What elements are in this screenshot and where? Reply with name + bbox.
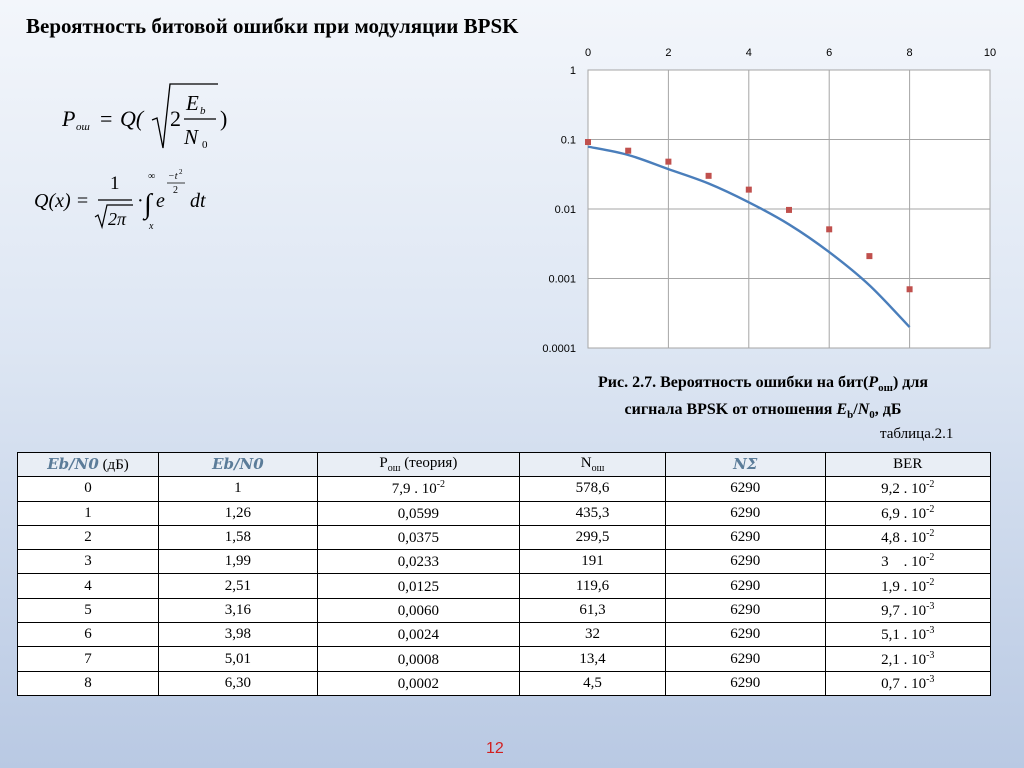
cell-ratio-ratio: 6,30	[224, 674, 251, 691]
cell-n-total-n-total: 6290	[730, 601, 761, 618]
cell-n-err	[520, 623, 666, 647]
cell-ber-ber-exp: -3	[926, 649, 935, 661]
cell-n-err-n-err: 299,5	[575, 529, 610, 546]
cell-n-err-n-err: 119,6	[575, 577, 610, 594]
cell-p-theory-p-mant: 7,9 . 10	[391, 481, 437, 498]
table-header-row	[18, 453, 991, 477]
cell-n-err	[520, 550, 666, 574]
cell-db-db: 1	[84, 504, 92, 521]
cell-n-err	[520, 525, 666, 549]
cell-ratio	[159, 574, 318, 598]
cell-ratio-ratio: 1	[234, 480, 242, 497]
cell-ber-ber-mant: 1,9 . 10	[881, 578, 927, 595]
formula-q-one: 1	[110, 173, 120, 194]
series-marker-ber	[786, 207, 792, 213]
cell-n-err	[520, 671, 666, 695]
formula-q-lhs: Q(x) =	[34, 190, 90, 212]
cell-ber-ber-mant: 6,9 . 10	[881, 505, 927, 522]
cell-db	[18, 525, 159, 549]
x-tick-label: 0	[584, 47, 592, 59]
cell-ber	[825, 550, 990, 574]
series-marker-ber	[826, 226, 832, 232]
cell-n-total	[665, 550, 825, 574]
page-number: 12	[486, 740, 504, 757]
table-row	[18, 598, 991, 622]
cell-n-total	[665, 525, 825, 549]
y-tick-label: 0.0001	[542, 343, 576, 355]
y-tick-label: 1	[569, 65, 576, 77]
cell-ber-ber-exp: -2	[926, 528, 935, 540]
cell-ratio-ratio: 3,16	[224, 601, 251, 618]
header-ber: BER	[825, 453, 990, 477]
cell-n-err	[520, 477, 666, 501]
cell-ber	[825, 598, 990, 622]
formula-p-num: E	[186, 91, 199, 115]
cell-ber	[825, 647, 990, 671]
cell-ber-ber-mant: 4,8 . 10	[881, 530, 927, 547]
cell-db	[18, 671, 159, 695]
cell-n-err-n-err: 4,5	[583, 674, 602, 691]
slide-title: Вероятность битовой ошибки при модуляции BPSK	[26, 14, 519, 38]
formula-p-lhs: P	[62, 106, 76, 131]
caption-n0-sub: 0	[869, 409, 875, 422]
cell-ber-ber-mant: 2,1 . 10	[881, 651, 927, 668]
cell-db	[18, 647, 159, 671]
cell-p-theory	[317, 501, 519, 525]
cell-ber	[825, 477, 990, 501]
cell-p-theory-p-mant: 0,0060	[397, 602, 439, 619]
cell-p-theory	[317, 647, 519, 671]
cell-n-total	[665, 501, 825, 525]
cell-ber-ber-exp: -2	[926, 552, 935, 564]
header-eb-n0-db	[18, 453, 159, 477]
cell-ratio	[159, 477, 318, 501]
cell-p-theory	[317, 623, 519, 647]
cell-n-total-n-total: 6290	[730, 650, 761, 667]
cell-p-theory	[317, 550, 519, 574]
formula-q-sqrt-arg: 2π	[108, 209, 127, 229]
cell-db	[18, 623, 159, 647]
cell-ber	[825, 623, 990, 647]
header-p-theory	[317, 453, 519, 477]
cell-p-theory-p-exp: -2	[436, 479, 446, 491]
cell-ratio-ratio: 1,99	[224, 553, 251, 570]
cell-p-theory	[317, 477, 519, 501]
cell-db-db: 8	[84, 674, 92, 691]
cell-ber-ber-mant: 5,1 . 10	[881, 627, 927, 644]
cell-db-db: 0	[84, 480, 92, 497]
table-body	[18, 477, 991, 696]
cell-ratio	[159, 501, 318, 525]
series-marker-ber	[665, 159, 671, 165]
formula-p-func: Q(	[120, 106, 144, 131]
header-eb-n0-db-math: Eb/N0	[47, 455, 99, 474]
figure-caption	[548, 372, 978, 426]
cell-ber-ber-exp: -3	[926, 625, 935, 637]
x-tick-label: 10	[983, 47, 997, 59]
formula-p-lhs-sub: ош	[76, 121, 90, 133]
cell-n-err-n-err: 61,3	[579, 601, 606, 618]
header-p-text: (теория)	[400, 455, 458, 472]
header-n-total-math: NΣ	[733, 455, 758, 474]
formula-q-e: e	[156, 190, 165, 212]
cell-db-db: 3	[84, 553, 92, 570]
table-label: таблица.2.1	[880, 426, 954, 442]
caption-prefix: Рис. 2.7. Вероятность ошибки на бит(	[597, 374, 869, 391]
cell-n-err-n-err: 13,4	[579, 650, 606, 667]
cell-ratio	[159, 598, 318, 622]
formula-p-eq: =	[100, 106, 113, 131]
series-marker-ber	[746, 187, 752, 193]
cell-n-total	[665, 477, 825, 501]
cell-n-err	[520, 647, 666, 671]
cell-n-total	[665, 647, 825, 671]
cell-ber	[825, 671, 990, 695]
series-marker-ber	[585, 139, 591, 145]
series-marker-ber	[866, 253, 872, 259]
cell-ber-ber-mant: 0,7 . 10	[881, 675, 927, 692]
cell-p-theory-p-mant: 0,0008	[397, 651, 439, 668]
chart-x-tick-labels	[585, 47, 996, 59]
cell-n-err	[520, 574, 666, 598]
cell-p-theory-p-mant: 0,0125	[397, 578, 439, 595]
header-p-sub: ош	[387, 463, 401, 475]
header-p-main: P	[379, 455, 388, 472]
header-eb-n0	[159, 453, 318, 477]
x-tick-label: 8	[906, 47, 913, 59]
header-n-sub: ош	[591, 463, 605, 475]
table-row	[18, 647, 991, 671]
cell-db	[18, 477, 159, 501]
caption-line2: сигнала BPSK от отношения	[624, 401, 837, 419]
cell-db	[18, 501, 159, 525]
cell-ratio	[159, 550, 318, 574]
cell-db	[18, 598, 159, 622]
cell-db-db: 7	[84, 650, 92, 667]
table-row	[18, 550, 991, 574]
cell-n-total	[665, 598, 825, 622]
cell-n-total-n-total: 6290	[730, 553, 761, 570]
cell-n-err-n-err: 435,3	[575, 504, 610, 521]
series-marker-ber	[625, 148, 631, 154]
cell-ber-ber-mant: 3 . 10	[881, 554, 927, 571]
header-eb-n0-db-text: (дБ)	[98, 457, 129, 474]
cell-p-theory-p-mant: 0,0599	[397, 505, 439, 522]
table-row	[18, 623, 991, 647]
results-table	[17, 452, 991, 696]
cell-p-theory	[317, 598, 519, 622]
series-marker-ber	[706, 173, 712, 179]
cell-p-theory	[317, 525, 519, 549]
x-tick-label: 6	[826, 47, 833, 59]
formula-p-num-sub: b	[200, 105, 206, 117]
ber-chart	[530, 40, 1010, 360]
cell-ratio	[159, 671, 318, 695]
formula-p-error	[62, 78, 262, 158]
x-tick-label: 4	[745, 47, 752, 59]
formula-p-close: )	[220, 106, 228, 131]
cell-n-total	[665, 671, 825, 695]
y-tick-label: 0.01	[554, 204, 576, 216]
cell-ber-ber-mant: 9,7 . 10	[881, 602, 927, 619]
cell-ratio-ratio: 1,58	[224, 529, 251, 546]
cell-n-total-n-total: 6290	[730, 504, 761, 521]
cell-ber-ber-exp: -3	[926, 673, 935, 685]
cell-p-theory-p-mant: 0,0375	[397, 530, 439, 547]
cell-ratio-ratio: 3,98	[224, 626, 251, 643]
cell-ratio	[159, 623, 318, 647]
caption-p-sub: ош	[878, 382, 893, 395]
formula-q-exp-den: 2	[173, 185, 178, 196]
cell-ratio-ratio: 1,26	[224, 504, 251, 521]
formula-q-lower-limit: x	[149, 221, 154, 232]
cell-p-theory	[317, 671, 519, 695]
caption-p: P	[868, 374, 879, 391]
y-tick-label: 0.001	[548, 273, 576, 286]
cell-n-total	[665, 574, 825, 598]
cell-ber-ber-exp: -2	[926, 503, 935, 515]
caption-suffix: , дБ	[874, 401, 902, 419]
cell-p-theory-p-mant: 0,0024	[397, 627, 439, 644]
cell-ratio	[159, 647, 318, 671]
cell-db-db: 6	[84, 626, 92, 643]
caption-slash: /	[853, 401, 858, 419]
formula-p-two: 2	[170, 106, 181, 131]
table-row	[18, 501, 991, 525]
header-n-main: N	[580, 455, 592, 472]
table-row	[18, 574, 991, 598]
cell-n-err-n-err: 578,6	[575, 480, 610, 497]
cell-p-theory	[317, 574, 519, 598]
y-tick-label: 0.1	[560, 134, 576, 147]
caption-n0: N	[857, 401, 870, 419]
cell-db-db: 2	[84, 529, 92, 546]
cell-ratio-ratio: 2,51	[224, 577, 251, 594]
cell-ber	[825, 501, 990, 525]
cell-ber-ber-exp: -2	[926, 479, 935, 491]
formula-q-dt: dt	[190, 190, 206, 212]
cell-ber-ber-exp: -3	[926, 600, 935, 612]
cell-ber-ber-exp: -2	[926, 576, 935, 588]
cell-n-err-n-err: 32	[585, 626, 601, 643]
formula-p-den-sub: 0	[202, 139, 208, 151]
cell-ber	[825, 525, 990, 549]
cell-n-total	[665, 623, 825, 647]
cell-n-total-n-total: 6290	[730, 529, 761, 546]
header-eb-n0-math: Eb/N0	[212, 455, 264, 474]
x-tick-label: 2	[665, 47, 672, 59]
formula-q-function	[34, 165, 234, 245]
cell-n-total-n-total: 6290	[730, 480, 761, 497]
cell-ber-ber-mant: 9,2 . 10	[881, 481, 927, 498]
series-marker-ber	[907, 286, 913, 292]
formula-p-den: N	[184, 125, 199, 149]
cell-db-db: 4	[84, 577, 92, 594]
caption-eb-sub: b	[847, 409, 854, 422]
table-row	[18, 525, 991, 549]
cell-p-theory-p-mant: 0,0002	[397, 675, 439, 692]
table-row	[18, 477, 991, 501]
cell-ratio-ratio: 5,01	[224, 650, 251, 667]
formula-q-upper-limit: ∞	[148, 171, 156, 182]
cell-ratio	[159, 525, 318, 549]
cell-n-total-n-total: 6290	[730, 674, 761, 691]
cell-n-total-n-total: 6290	[730, 626, 761, 643]
formula-q-dot: ·	[137, 190, 144, 212]
cell-db	[18, 550, 159, 574]
chart-y-tick-labels	[542, 65, 576, 355]
header-n-total	[665, 453, 825, 477]
formula-q-exp-pow: 2	[179, 168, 183, 176]
formula-q-integral: ∫	[144, 189, 152, 220]
cell-n-err	[520, 501, 666, 525]
formula-q-exp-num: −t	[168, 171, 178, 182]
header-n-err	[520, 453, 666, 477]
cell-db-db: 5	[84, 601, 92, 618]
cell-n-total-n-total: 6290	[730, 577, 761, 594]
cell-ber	[825, 574, 990, 598]
caption-eb: E	[836, 401, 848, 419]
cell-p-theory-p-mant: 0,0233	[397, 554, 439, 571]
cell-n-err-n-err: 191	[581, 553, 604, 570]
table-row	[18, 671, 991, 695]
caption-middle: ) для	[892, 374, 929, 391]
cell-db	[18, 574, 159, 598]
cell-n-err	[520, 598, 666, 622]
